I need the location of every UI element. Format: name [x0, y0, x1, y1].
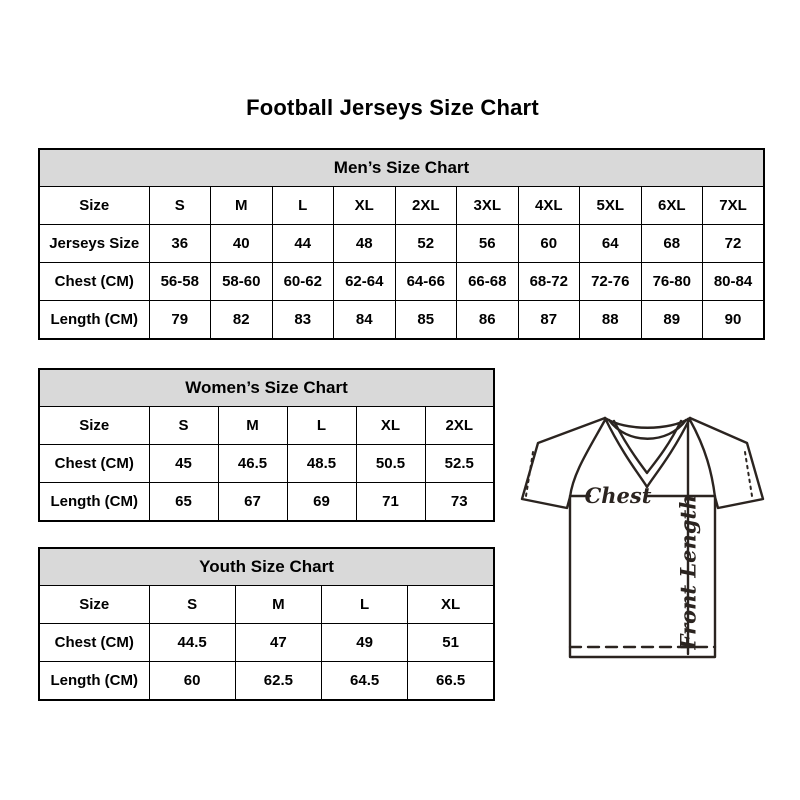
table-row [39, 662, 494, 701]
cell-value: 68-72 [518, 263, 580, 301]
cell-value: 56-58 [149, 263, 211, 301]
cell-value: 60-62 [272, 263, 334, 301]
row-label: Jerseys Size [39, 225, 149, 263]
cell-value: 67 [218, 483, 287, 522]
cell-value: 2XL [425, 407, 494, 445]
cell-value: L [322, 586, 408, 624]
cell-value: 79 [149, 301, 211, 340]
cell-value: 64-66 [395, 263, 457, 301]
table-row [39, 624, 494, 662]
cell-value: M [218, 407, 287, 445]
cell-value: 56 [457, 225, 519, 263]
table-row [39, 407, 494, 445]
cell-value: 2XL [395, 187, 457, 225]
cell-value: XL [408, 586, 494, 624]
page-title: Football Jerseys Size Chart [246, 95, 539, 120]
cell-value: S [149, 586, 235, 624]
cell-value: 60 [518, 225, 580, 263]
mens-table [38, 148, 765, 340]
table-row [39, 483, 494, 522]
cell-value: 40 [211, 225, 273, 263]
table-header-row [39, 369, 494, 407]
right-armhole-seam [690, 420, 715, 497]
cell-value: 3XL [457, 187, 519, 225]
cell-value: 69 [287, 483, 356, 522]
womens-table [38, 368, 495, 522]
left-cuff-stitch [526, 452, 533, 496]
table-header-row [39, 548, 494, 586]
cell-value: M [235, 586, 321, 624]
cell-value: 66-68 [457, 263, 519, 301]
row-label: Length (CM) [39, 301, 149, 340]
cell-value: 46.5 [218, 445, 287, 483]
cell-value: S [149, 407, 218, 445]
cell-value: 44.5 [149, 624, 235, 662]
cell-value: XL [334, 187, 396, 225]
table-row [39, 187, 764, 225]
cell-value: 88 [580, 301, 642, 340]
collar-inner-curve [609, 420, 686, 439]
cell-value: L [287, 407, 356, 445]
youth-table-title: Youth Size Chart [39, 548, 494, 586]
cell-value: 73 [425, 483, 494, 522]
cell-value: 62-64 [334, 263, 396, 301]
cell-value: 80-84 [703, 263, 765, 301]
cell-value: 62.5 [235, 662, 321, 701]
table-row [39, 301, 764, 340]
cell-value: 60 [149, 662, 235, 701]
cell-value: 44 [272, 225, 334, 263]
cell-value: L [272, 187, 334, 225]
cell-value: 47 [235, 624, 321, 662]
cell-value: 86 [457, 301, 519, 340]
womens-table-title: Women’s Size Chart [39, 369, 494, 407]
row-label: Chest (CM) [39, 624, 149, 662]
jersey-measurement-diagram [505, 407, 770, 662]
cell-value: 48 [334, 225, 396, 263]
cell-value: XL [356, 407, 425, 445]
row-label: Chest (CM) [39, 445, 149, 483]
mens-table-title: Men’s Size Chart [39, 149, 764, 187]
table-row [39, 263, 764, 301]
table-header-row [39, 149, 764, 187]
jersey-outline [522, 418, 763, 657]
cell-value: 52.5 [425, 445, 494, 483]
cell-value: 90 [703, 301, 765, 340]
cell-value: 76-80 [641, 263, 703, 301]
cell-value: 82 [211, 301, 273, 340]
row-label: Length (CM) [39, 662, 149, 701]
cell-value: M [211, 187, 273, 225]
cell-value: 89 [641, 301, 703, 340]
row-label: Size [39, 407, 149, 445]
row-label: Length (CM) [39, 483, 149, 522]
row-label: Chest (CM) [39, 263, 149, 301]
row-label: Size [39, 187, 149, 225]
cell-value: 50.5 [356, 445, 425, 483]
cell-value: 66.5 [408, 662, 494, 701]
cell-value: 83 [272, 301, 334, 340]
chest-measure-label: Chest [584, 483, 652, 508]
cell-value: 6XL [641, 187, 703, 225]
cell-value: 72-76 [580, 263, 642, 301]
front-length-measure-label: Front Length [675, 494, 701, 650]
cell-value: 58-60 [211, 263, 273, 301]
cell-value: 64.5 [322, 662, 408, 701]
cell-value: 84 [334, 301, 396, 340]
row-label: Size [39, 586, 149, 624]
cell-value: 45 [149, 445, 218, 483]
cell-value: 71 [356, 483, 425, 522]
cell-value: 4XL [518, 187, 580, 225]
cell-value: 7XL [703, 187, 765, 225]
mens-size-table [38, 148, 765, 340]
table-row [39, 225, 764, 263]
cell-value: 36 [149, 225, 211, 263]
youth-table [38, 547, 495, 701]
youth-size-table [38, 547, 495, 701]
cell-value: S [149, 187, 211, 225]
cell-value: 64 [580, 225, 642, 263]
cell-value: 5XL [580, 187, 642, 225]
cell-value: 85 [395, 301, 457, 340]
cell-value: 65 [149, 483, 218, 522]
cell-value: 87 [518, 301, 580, 340]
table-row [39, 586, 494, 624]
cell-value: 52 [395, 225, 457, 263]
cell-value: 49 [322, 624, 408, 662]
cell-value: 68 [641, 225, 703, 263]
cell-value: 72 [703, 225, 765, 263]
table-row [39, 445, 494, 483]
womens-size-table [38, 368, 495, 522]
cell-value: 48.5 [287, 445, 356, 483]
cell-value: 51 [408, 624, 494, 662]
